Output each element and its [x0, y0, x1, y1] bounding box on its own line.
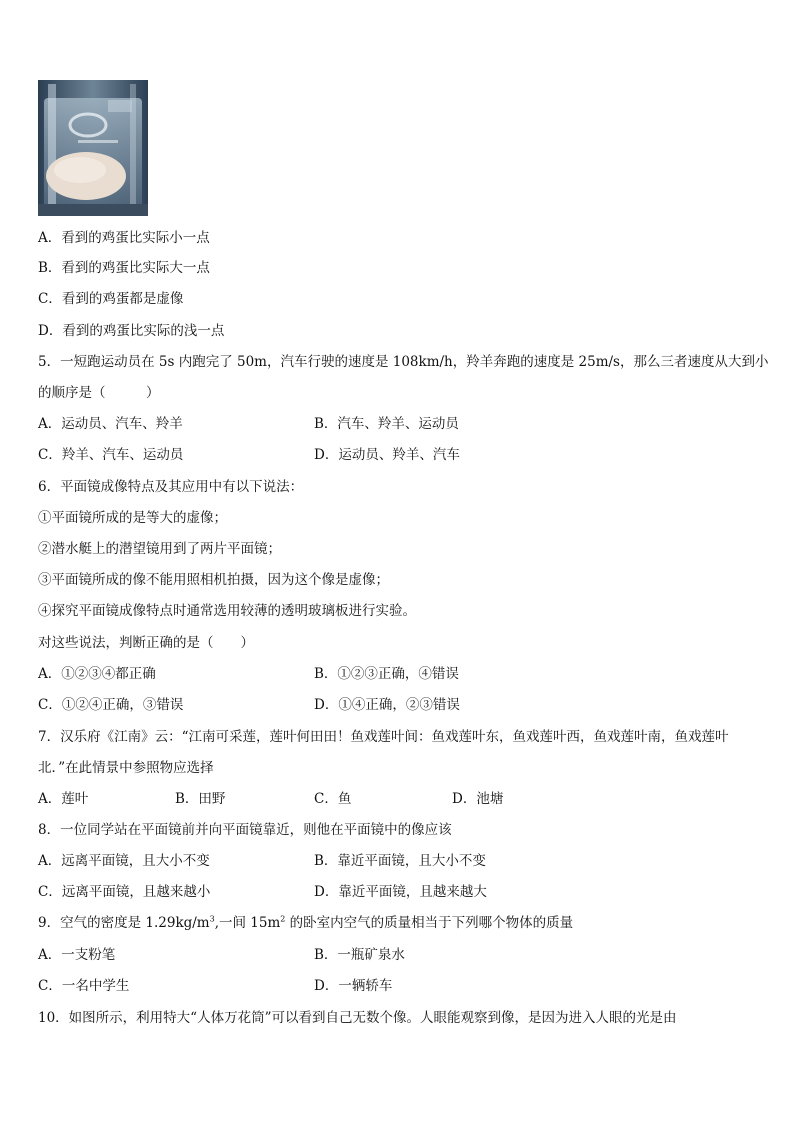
- q9-stem-part3: 的卧室内空气的质量相当于下列哪个物体的质量: [285, 915, 574, 931]
- q7-option-d: D．池塘: [452, 791, 504, 807]
- q9-stem-part2: ,一间 15m: [214, 915, 281, 931]
- q9-superscript-2: 2: [280, 914, 286, 924]
- q7-stem-line2: 北．”在此情景中参照物应选择: [38, 760, 214, 776]
- q6-stem: 6．平面镜成像特点及其应用中有以下说法：: [38, 479, 304, 495]
- q6-option-b: B．①②③正确，④错误: [314, 666, 459, 682]
- q5-option-c: C．羚羊、汽车、运动员: [38, 447, 184, 463]
- q5-stem-line2: 的顺序是（ ）: [38, 385, 160, 401]
- q5-option-b: B．汽车、羚羊、运动员: [314, 416, 459, 432]
- q6-option-d: D．①④正确，②③错误: [314, 697, 460, 713]
- q6-question: 对这些说法，判断正确的是（ ）: [38, 635, 254, 651]
- q9-option-b: B．一瓶矿泉水: [314, 947, 405, 963]
- q8-stem: 8．一位同学站在平面镜前并向平面镜靠近，则他在平面镜中的像应该: [38, 822, 452, 838]
- q4-option-d: D．看到的鸡蛋比实际的浅一点: [38, 323, 225, 339]
- q6-statement-2: ②潜水艇上的潜望镜用到了两片平面镜；: [38, 541, 281, 557]
- q6-statement-1: ①平面镜所成的是等大的虚像；: [38, 510, 227, 526]
- q9-stem-part1: 9．空气的密度是 1.29kg/m: [38, 915, 210, 931]
- q8-option-d: D．靠近平面镜，且越来越大: [314, 884, 487, 900]
- q8-option-a: A．远离平面镜，且大小不变: [38, 853, 210, 869]
- q9-option-c: C．一名中学生: [38, 978, 130, 994]
- q6-option-c: C．①②④正确，③错误: [38, 697, 184, 713]
- q7-option-b: B．田野: [175, 791, 226, 807]
- q6-option-a: A．①②③④都正确: [38, 666, 156, 682]
- q5-option-d: D．运动员、羚羊、汽车: [314, 447, 460, 463]
- q4-option-a: A．看到的鸡蛋比实际小一点: [38, 230, 210, 246]
- q8-option-c: C．远离平面镜，且越来越小: [38, 884, 211, 900]
- q5-stem-line1: 5．一短跑运动员在 5s 内跑完了 50m，汽车行驶的速度是 108km/h，羚羊奔跑的速度是 25m/s，那么三者速度从大到小: [38, 354, 769, 370]
- q4-option-b: B．看到的鸡蛋比实际大一点: [38, 260, 210, 276]
- q7-stem-line1: 7．汉乐府《江南》云：“江南可采莲，莲叶何田田！鱼戏莲叶间：鱼戏莲叶东，鱼戏莲叶西，鱼戏莲叶南，鱼戏莲叶: [38, 729, 729, 745]
- q7-option-c: C．鱼: [314, 791, 352, 807]
- q9-option-a: A．一支粉笔: [38, 947, 116, 963]
- q9-option-d: D．一辆轿车: [314, 978, 393, 994]
- q5-option-a: A．运动员、汽车、羚羊: [38, 416, 183, 432]
- egg-in-beaker-photo: [38, 80, 148, 216]
- q6-statement-4: ④探究平面镜成像特点时通常选用较薄的透明玻璃板进行实验。: [38, 603, 416, 619]
- q4-option-c: C．看到的鸡蛋都是虚像: [38, 291, 184, 307]
- q10-stem: 10．如图所示，利用特大“人体万花筒”可以看到自己无数个像。人眼能观察到像，是因为进入人眼的光是由: [38, 1010, 677, 1026]
- q9-stem: [38, 914, 573, 932]
- q7-option-a: A．莲叶: [38, 791, 89, 807]
- q8-option-b: B．靠近平面镜，且大小不变: [314, 853, 486, 869]
- q9-superscript-3: 3: [209, 914, 215, 924]
- q6-statement-3: ③平面镜所成的像不能用照相机拍摄，因为这个像是虚像；: [38, 572, 389, 588]
